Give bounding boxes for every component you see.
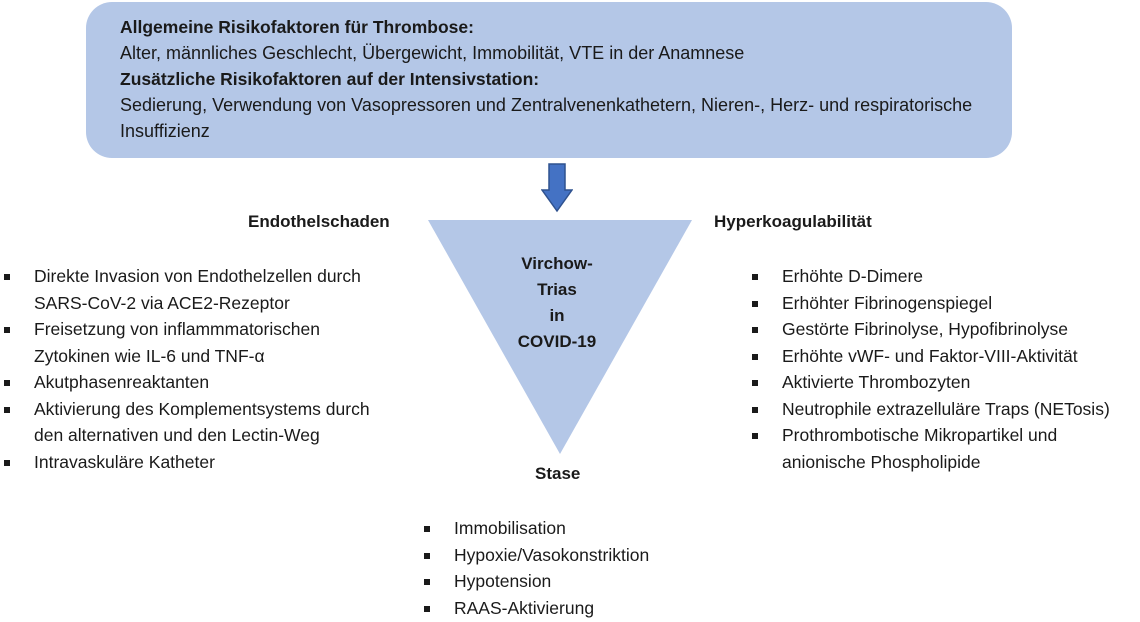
list-item: Aktivierte Thrombozyten <box>752 369 1136 396</box>
general-risk-text: Alter, männliches Geschlecht, Übergewicht, Immobilität, VTE in der Anamnese <box>120 43 745 63</box>
list-item: Intravaskuläre Katheter <box>4 449 394 476</box>
hyper-list <box>752 263 1136 475</box>
list-item: Erhöhte vWF- und Faktor-VIII-Aktivität <box>752 343 1136 370</box>
icu-risk-heading: Zusätzliche Risikofaktoren auf der Intensivstation: <box>120 69 540 89</box>
list-item: RAAS-Aktivierung <box>424 595 744 622</box>
list-item: Freisetzung von inflammmatorischen Zytokinen wie IL-6 und TNF-α <box>4 316 394 369</box>
stase-heading: Stase <box>535 464 581 483</box>
icu-risk-text: Sedierung, Verwendung von Vasopressoren und Zentralvenenkathetern, Nieren-, Herz- und respiratorische Insuffizienz <box>120 95 973 141</box>
general-risk-heading: Allgemeine Risikofaktoren für Thrombose: <box>120 17 474 37</box>
list-item: Immobilisation <box>424 515 744 542</box>
list-item: Hypotension <box>424 568 744 595</box>
list-item: Neutrophile extrazelluläre Traps (NETosis) <box>752 396 1136 423</box>
list-item: Aktivierung des Komplementsystems durch den alternativen und den Lectin-Weg <box>4 396 394 449</box>
list-item: Gestörte Fibrinolyse, Hypofibrinolyse <box>752 316 1136 343</box>
stase-list <box>424 515 744 621</box>
down-arrow-icon <box>541 163 573 213</box>
list-item: Erhöhte D-Dimere <box>752 263 1136 290</box>
list-item: Hypoxie/Vasokonstriktion <box>424 542 744 569</box>
list-item: Direkte Invasion von Endothelzellen durch SARS-CoV-2 via ACE2-Rezeptor <box>4 263 394 316</box>
endothel-list <box>4 263 394 475</box>
list-item: Erhöhter Fibrinogenspiegel <box>752 290 1136 317</box>
hyper-heading: Hyperkoagulabilität <box>714 212 872 231</box>
list-item: Prothrombotische Mikropartikel und anionische Phospholipide <box>752 422 1136 475</box>
endothel-heading: Endothelschaden <box>248 212 390 231</box>
list-item: Akutphasenreaktanten <box>4 369 394 396</box>
risk-factor-box <box>86 2 1012 158</box>
triangle-label: Virchow- Trias in COVID-19 <box>517 254 597 351</box>
